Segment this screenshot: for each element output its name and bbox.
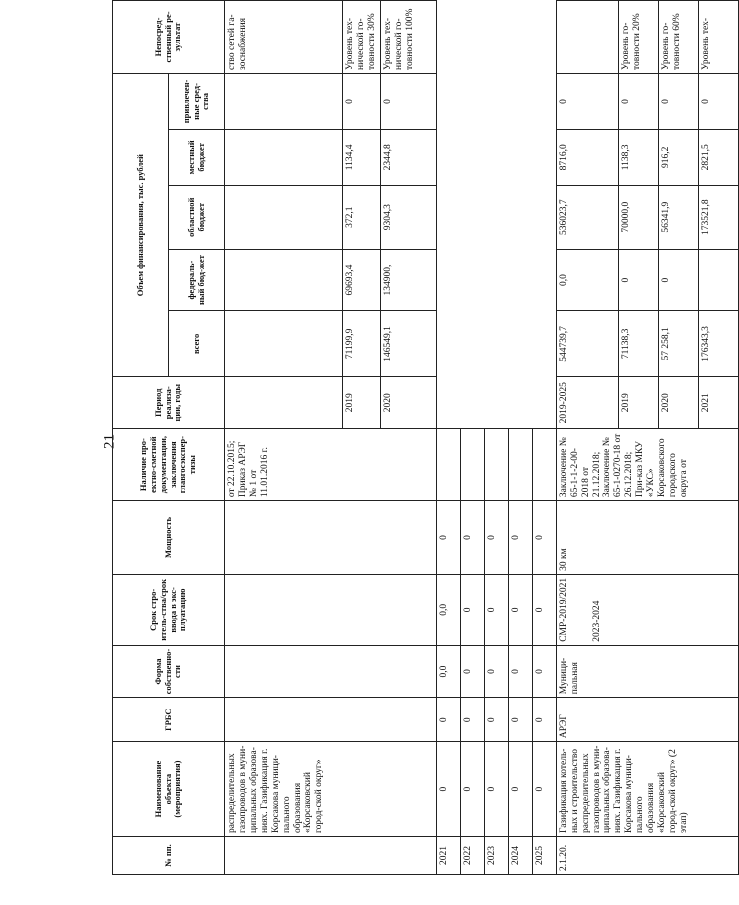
cell-ownership: Муници-пальная [556, 645, 738, 697]
cell-period: 2025 [532, 837, 556, 875]
cell-local: 2821,5 [698, 129, 738, 185]
cell-term: СМР-2019/2021 2023-2024 [556, 574, 738, 645]
cell-result: Уровень го-товности 60% [658, 1, 698, 74]
cell-period: 2022 [460, 837, 484, 875]
cell-result: ство сетей га-зоснабжения [225, 1, 343, 74]
header-term: Срок стро-итель-ства/срок ввода в экс-плуатацию [113, 574, 225, 645]
cell-federal: 0 [460, 698, 484, 742]
cell-result [532, 429, 556, 501]
cell-attracted: 0 [508, 501, 532, 575]
cell-total: 0 [460, 742, 484, 837]
cell-local: 8716,0 [556, 129, 618, 185]
cell-local [225, 129, 343, 185]
cell-attracted: 0 [343, 73, 381, 129]
cell-total: 0 [532, 742, 556, 837]
cell-period [225, 377, 343, 429]
cell-result: Уровень го-товности 20% [618, 1, 658, 74]
cell-regional [225, 185, 343, 249]
cell-regional: 372,1 [343, 185, 381, 249]
cell-docs: Заключение № 65-1-1-2-00-2018 от 21.12.2018; Заключение № 65-1-0270-18 от 26.12.2018; При-каз МКУ «УКС» Корсаковского городского округа от [556, 429, 738, 501]
cell-federal: 0 [484, 698, 508, 742]
cell-federal: 0 [508, 698, 532, 742]
cell-federal [698, 249, 738, 311]
cell-total: 0 [508, 742, 532, 837]
cell-total: 71138,3 [618, 311, 658, 377]
cell-federal: 0 [436, 698, 460, 742]
cell-local: 0 [532, 574, 556, 645]
cell-total [225, 311, 343, 377]
table-row [460, 1, 484, 875]
cell-total: 544739,7 [556, 311, 618, 377]
cell-result [556, 1, 618, 74]
cell-attracted: 0 [436, 501, 460, 575]
cell-local: 1134,4 [343, 129, 381, 185]
cell-regional: 9304,3 [380, 185, 436, 249]
cell-regional: 0 [460, 645, 484, 697]
table-row [436, 1, 460, 875]
cell-period: 2023 [484, 837, 508, 875]
cell-total: 176343,3 [698, 311, 738, 377]
header-docs: Наличие про-ектно-сметной документации, заключения главгосэкспер-тизы [113, 429, 225, 501]
cell-federal: 0,0 [556, 249, 618, 311]
cell-total: 0 [484, 742, 508, 837]
cell-result [508, 429, 532, 501]
financing-table [112, 0, 739, 875]
cell-result [436, 429, 460, 501]
cell-grbs [225, 698, 437, 742]
header-name: Наименование объекта (мероприятия) [113, 742, 225, 837]
cell-attracted: 0 [532, 501, 556, 575]
cell-regional: 0 [532, 645, 556, 697]
cell-local: 0 [484, 574, 508, 645]
header-row [113, 1, 169, 875]
header-period: Период реализа-ции, годы [113, 377, 225, 429]
header-federal: федераль-ный бюд-жет [169, 249, 225, 311]
cell-term [225, 574, 437, 645]
cell-federal: 134900, [380, 249, 436, 311]
table-row [532, 1, 556, 875]
cell-local: 0,0 [436, 574, 460, 645]
cell-regional: 0 [484, 645, 508, 697]
header-financing: Объем финансирования, тыс. рублей [113, 73, 169, 376]
cell-period: 2019-2025 [556, 377, 618, 429]
cell-local: 1138,3 [618, 129, 658, 185]
cell-period: 2024 [508, 837, 532, 875]
cell-num: 2.1.20. [556, 837, 738, 875]
cell-federal: 69693,4 [343, 249, 381, 311]
cell-period: 2020 [380, 377, 436, 429]
cell-total: 71199,9 [343, 311, 381, 377]
cell-power [225, 501, 437, 575]
cell-regional: 56341,9 [658, 185, 698, 249]
cell-period: 2020 [658, 377, 698, 429]
cell-attracted: 0 [556, 73, 618, 129]
cell-local: 0 [508, 574, 532, 645]
cell-result [460, 429, 484, 501]
cell-local: 916,2 [658, 129, 698, 185]
cell-total: 0 [436, 742, 460, 837]
cell-power: 30 км [556, 501, 738, 575]
cell-attracted: 0 [484, 501, 508, 575]
header-ownership: Форма собственно-сти [113, 645, 225, 697]
cell-ownership [225, 645, 437, 697]
cell-total: 146549,1 [380, 311, 436, 377]
table-row [556, 1, 618, 875]
header-grbs: ГРБС [113, 698, 225, 742]
cell-period: 2019 [618, 377, 658, 429]
cell-attracted [225, 73, 343, 129]
cell-regional: 173521,8 [698, 185, 738, 249]
cell-name: распределительных газопроводов в муни-ципальных образова-ниях. Газификация г. Корсакова муници-пального образования «Корсаковский город-ской округ» [225, 742, 437, 837]
cell-period: 2019 [343, 377, 381, 429]
table-row [225, 1, 343, 875]
header-result: Непосред-ственный ре-зультат [113, 1, 225, 74]
cell-num [225, 837, 437, 875]
cell-result: Уровень тех- [698, 1, 738, 74]
page-number: 21 [101, 434, 118, 449]
header-power: Мощность [113, 501, 225, 575]
cell-name: Газификация котель-ных и строительство распределительных газопроводов в муни-ципальных образова-ниях. Газификация г. Корсакова муници-пального образования «Корсаковский город-ской округ» (2 этап) [556, 742, 738, 837]
cell-total: 57 258,1 [658, 311, 698, 377]
cell-federal: 0 [658, 249, 698, 311]
cell-regional: 0 [508, 645, 532, 697]
cell-attracted: 0 [658, 73, 698, 129]
cell-attracted: 0 [618, 73, 658, 129]
cell-federal: 0 [618, 249, 658, 311]
cell-attracted: 0 [698, 73, 738, 129]
cell-federal: 0 [532, 698, 556, 742]
header-num: № пп. [113, 837, 225, 875]
cell-attracted: 0 [460, 501, 484, 575]
cell-federal [225, 249, 343, 311]
cell-period: 2021 [436, 837, 460, 875]
cell-result: Уровень тех-нической го-товности 30% [343, 1, 381, 74]
cell-result: Уровень тех-нической го-товности 100% [380, 1, 436, 74]
cell-docs: от 22.10.2015; Приказ АРЭГ № 1 от 11.01.2016 г. [225, 429, 437, 501]
header-attracted: привлечен-ные сред-ства [169, 73, 225, 129]
cell-period: 2021 [698, 377, 738, 429]
cell-regional: 70000,0 [618, 185, 658, 249]
cell-regional: 536023,7 [556, 185, 618, 249]
header-local: местный бюджет [169, 129, 225, 185]
header-regional: областной бюджет [169, 185, 225, 249]
cell-grbs: АРЭГ [556, 698, 738, 742]
cell-attracted: 0 [380, 73, 436, 129]
header-total: всего [169, 311, 225, 377]
cell-local: 0 [460, 574, 484, 645]
cell-regional: 0,0 [436, 645, 460, 697]
cell-local: 2344,8 [380, 129, 436, 185]
cell-result [484, 429, 508, 501]
table-row [508, 1, 532, 875]
table-row [484, 1, 508, 875]
